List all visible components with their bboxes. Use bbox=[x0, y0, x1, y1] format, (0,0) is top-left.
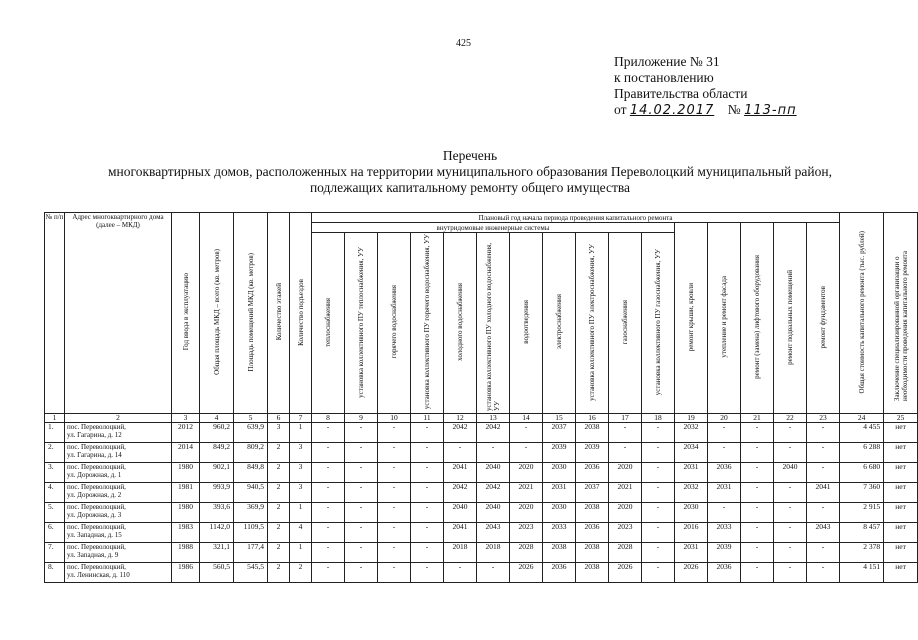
table-cell: - bbox=[774, 543, 807, 563]
header-gas-meter: установка коллективного ПУ газоснабжения, УУ bbox=[642, 233, 675, 414]
address-line-2: ул. Дорожная, д. 2 bbox=[67, 491, 122, 499]
table-cell: - bbox=[807, 563, 840, 583]
column-number: 4 bbox=[200, 414, 234, 423]
table-cell: - bbox=[774, 443, 807, 463]
table-row bbox=[45, 503, 918, 523]
table-cell: 2043 bbox=[477, 523, 510, 543]
column-number: 1 bbox=[45, 414, 65, 423]
table-cell: - bbox=[774, 523, 807, 543]
header-year-built: Год ввода в эксплуатацию bbox=[172, 213, 200, 414]
header-elevator: ремонт (замена) лифтового оборудования bbox=[741, 223, 774, 414]
table-cell: - bbox=[312, 423, 345, 443]
table-cell: - bbox=[444, 443, 477, 463]
houses-table bbox=[44, 212, 918, 583]
table-cell: - bbox=[741, 423, 774, 443]
table-cell: - bbox=[642, 563, 675, 583]
column-number: 16 bbox=[576, 414, 609, 423]
table-cell: 2 bbox=[290, 563, 312, 583]
column-number: 6 bbox=[268, 414, 290, 423]
table-cell: 2039 bbox=[708, 543, 741, 563]
table-cell: - bbox=[708, 503, 741, 523]
table-cell: - bbox=[312, 523, 345, 543]
table-cell: 2026 bbox=[609, 563, 642, 583]
column-number: 24 bbox=[840, 414, 884, 423]
table-cell: 902,1 bbox=[200, 463, 234, 483]
column-number: 20 bbox=[708, 414, 741, 423]
table-cell: 2028 bbox=[609, 543, 642, 563]
table-cell: 2042 bbox=[477, 423, 510, 443]
table-cell: - bbox=[774, 483, 807, 503]
table-cell: 6 288 bbox=[840, 443, 884, 463]
table-cell: 2014 bbox=[172, 443, 200, 463]
table-cell: 2026 bbox=[675, 563, 708, 583]
table-cell: 2 bbox=[268, 483, 290, 503]
table-cell: - bbox=[378, 503, 411, 523]
table-cell: нет bbox=[884, 483, 918, 503]
document-title bbox=[80, 148, 860, 196]
table-cell: 2043 bbox=[807, 523, 840, 543]
table-cell: - bbox=[312, 463, 345, 483]
handwritten-date: 14.02.2017 bbox=[629, 103, 715, 118]
table-cell: 2 bbox=[268, 463, 290, 483]
table-cell: 4 151 bbox=[840, 563, 884, 583]
table-cell: 2021 bbox=[510, 483, 543, 503]
table-cell: - bbox=[345, 423, 378, 443]
table-cell: 2023 bbox=[510, 523, 543, 543]
table-cell: 2020 bbox=[510, 463, 543, 483]
table-cell: - bbox=[378, 563, 411, 583]
column-number: 9 bbox=[345, 414, 378, 423]
table-cell: 2037 bbox=[576, 483, 609, 503]
column-number: 7 bbox=[290, 414, 312, 423]
row-address bbox=[65, 523, 172, 543]
table-cell: - bbox=[642, 483, 675, 503]
header-conclusion: Заключение специализированной организации о необходимости проведения капитального ремонта bbox=[884, 213, 918, 414]
table-cell: нет bbox=[884, 503, 918, 523]
table-cell: - bbox=[642, 423, 675, 443]
header-heating: теплоснабжения bbox=[312, 233, 345, 414]
table-cell: нет bbox=[884, 423, 918, 443]
table-cell: 1 bbox=[290, 543, 312, 563]
table-cell: - bbox=[774, 503, 807, 523]
address-line-1: пос. Переволоцкий, bbox=[67, 483, 126, 491]
table-cell: - bbox=[411, 463, 444, 483]
table-cell: - bbox=[609, 423, 642, 443]
column-number: 10 bbox=[378, 414, 411, 423]
table-cell: - bbox=[345, 483, 378, 503]
appendix-line-1: Приложение № 31 bbox=[614, 54, 720, 69]
table-cell: нет bbox=[884, 463, 918, 483]
table-cell: 1988 bbox=[172, 543, 200, 563]
table-cell: - bbox=[741, 483, 774, 503]
address-line-1: пос. Переволоцкий, bbox=[67, 503, 126, 511]
header-sewerage: водоотведения bbox=[510, 233, 543, 414]
table-cell: 6 680 bbox=[840, 463, 884, 483]
table-cell: 2038 bbox=[576, 503, 609, 523]
table-cell: 2030 bbox=[675, 503, 708, 523]
table-cell: 7 360 bbox=[840, 483, 884, 503]
header-heating-meter: установка коллективного ПУ теплоснабжения, УУ bbox=[345, 233, 378, 414]
table-cell: 849,2 bbox=[200, 443, 234, 463]
table-row bbox=[45, 563, 918, 583]
table-cell: - bbox=[807, 443, 840, 463]
table-cell: 940,5 bbox=[234, 483, 268, 503]
appendix-block bbox=[614, 54, 797, 119]
table-cell: - bbox=[477, 443, 510, 463]
table-cell: 2038 bbox=[543, 543, 576, 563]
appendix-line-3: Правительства области bbox=[614, 86, 748, 101]
table-cell: 3 bbox=[290, 443, 312, 463]
row-address bbox=[65, 543, 172, 563]
address-line-2: ул. Дорожная, д. 3 bbox=[67, 511, 122, 519]
handwritten-number: 113-пп bbox=[744, 103, 797, 118]
row-number: 6. bbox=[45, 523, 65, 543]
table-cell: 2020 bbox=[609, 503, 642, 523]
title-line-2: многоквартирных домов, расположенных на территории муниципального образования Переволоцкий муниципальный район, bbox=[108, 164, 832, 179]
header-total-area: Общая площадь МКД – всего (кв. метров) bbox=[200, 213, 234, 414]
table-cell: - bbox=[411, 503, 444, 523]
address-line-1: пос. Переволоцкий, bbox=[67, 523, 126, 531]
table-cell: - bbox=[774, 563, 807, 583]
table-cell: 3 bbox=[290, 483, 312, 503]
header-electricity: электроснабжения bbox=[543, 233, 576, 414]
row-address bbox=[65, 463, 172, 483]
address-line-2: ул. Гагарина, д. 12 bbox=[67, 431, 122, 439]
table-cell: 2020 bbox=[510, 503, 543, 523]
table-cell: - bbox=[642, 463, 675, 483]
table-cell: 2040 bbox=[477, 503, 510, 523]
table-row bbox=[45, 423, 918, 443]
page-number: 425 bbox=[456, 38, 471, 49]
header-floors: Количество этажей bbox=[268, 213, 290, 414]
row-number: 7. bbox=[45, 543, 65, 563]
table-cell: - bbox=[312, 443, 345, 463]
table-cell: 2040 bbox=[774, 463, 807, 483]
table-cell: 2033 bbox=[543, 523, 576, 543]
table-cell: - bbox=[378, 483, 411, 503]
address-line-2: ул. Дорожная, д. 1 bbox=[67, 471, 122, 479]
date-prefix: от bbox=[614, 102, 627, 117]
table-cell: 2042 bbox=[444, 423, 477, 443]
table-cell: 2 915 bbox=[840, 503, 884, 523]
table-cell: 2042 bbox=[477, 483, 510, 503]
table-cell: 2032 bbox=[675, 423, 708, 443]
table-cell: - bbox=[642, 543, 675, 563]
table-cell: 2041 bbox=[807, 483, 840, 503]
table-row bbox=[45, 543, 918, 563]
table-cell: 321,1 bbox=[200, 543, 234, 563]
table-cell: - bbox=[477, 563, 510, 583]
column-number: 8 bbox=[312, 414, 345, 423]
table-cell: 1 bbox=[290, 503, 312, 523]
header-cold-water-meter: установка коллективного ПУ холодного водоснабжения, УУ bbox=[477, 233, 510, 414]
table-cell: - bbox=[345, 523, 378, 543]
address-line-2: ул. Западная, д. 15 bbox=[67, 531, 122, 539]
table-cell: нет bbox=[884, 443, 918, 463]
table-cell: 1981 bbox=[172, 483, 200, 503]
table-cell: 2040 bbox=[444, 503, 477, 523]
table-cell: - bbox=[411, 563, 444, 583]
table-cell: 1109,5 bbox=[234, 523, 268, 543]
table-cell: - bbox=[510, 443, 543, 463]
table-cell: 2020 bbox=[609, 463, 642, 483]
header-foundation: ремонт фундаментов bbox=[807, 223, 840, 414]
table-cell: 2018 bbox=[444, 543, 477, 563]
table-cell: - bbox=[510, 423, 543, 443]
row-address bbox=[65, 503, 172, 523]
table-cell: 2038 bbox=[576, 543, 609, 563]
column-number: 3 bbox=[172, 414, 200, 423]
table-cell: 1142,0 bbox=[200, 523, 234, 543]
column-number: 5 bbox=[234, 414, 268, 423]
table-cell: 2030 bbox=[543, 463, 576, 483]
table-cell: - bbox=[411, 443, 444, 463]
row-number: 5. bbox=[45, 503, 65, 523]
table-cell: нет bbox=[884, 543, 918, 563]
table-cell: - bbox=[312, 563, 345, 583]
table-cell: - bbox=[411, 483, 444, 503]
table-cell: - bbox=[609, 443, 642, 463]
table-cell: - bbox=[378, 543, 411, 563]
table-cell: 1 bbox=[290, 423, 312, 443]
address-line-1: пос. Переволоцкий, bbox=[67, 443, 126, 451]
table-cell: 2039 bbox=[576, 443, 609, 463]
row-number: 3. bbox=[45, 463, 65, 483]
table-cell: - bbox=[741, 563, 774, 583]
table-cell: 2 bbox=[268, 543, 290, 563]
table-cell: 177,4 bbox=[234, 543, 268, 563]
column-number: 21 bbox=[741, 414, 774, 423]
table-cell: 2032 bbox=[675, 483, 708, 503]
table-cell: - bbox=[741, 523, 774, 543]
table-cell: 2036 bbox=[543, 563, 576, 583]
table-cell: - bbox=[807, 503, 840, 523]
column-number: 25 bbox=[884, 414, 918, 423]
column-number: 17 bbox=[609, 414, 642, 423]
column-number-row bbox=[45, 414, 918, 423]
table-cell: 2040 bbox=[477, 463, 510, 483]
column-number: 2 bbox=[65, 414, 172, 423]
table-cell: 2041 bbox=[444, 463, 477, 483]
table-cell: - bbox=[807, 463, 840, 483]
table-cell: 2031 bbox=[708, 483, 741, 503]
table-cell: 849,8 bbox=[234, 463, 268, 483]
table-cell: - bbox=[378, 523, 411, 543]
address-line-1: пос. Переволоцкий, bbox=[67, 423, 126, 431]
table-cell: 1983 bbox=[172, 523, 200, 543]
table-cell: 2038 bbox=[576, 423, 609, 443]
table-cell: 2026 bbox=[510, 563, 543, 583]
table-cell: - bbox=[741, 463, 774, 483]
header-gas: газоснабжения bbox=[609, 233, 642, 414]
header-electricity-meter: установка коллективного ПУ электроснабжения, УУ bbox=[576, 233, 609, 414]
table-cell: 2012 bbox=[172, 423, 200, 443]
table-cell: - bbox=[774, 423, 807, 443]
table-cell: - bbox=[345, 503, 378, 523]
table-cell: 2 bbox=[268, 523, 290, 543]
table-cell: 2036 bbox=[708, 563, 741, 583]
table-cell: 2018 bbox=[477, 543, 510, 563]
table-cell: - bbox=[378, 423, 411, 443]
table-cell: 2 bbox=[268, 443, 290, 463]
table-cell: 3 bbox=[290, 463, 312, 483]
table-cell: 4 bbox=[290, 523, 312, 543]
header-internal-systems: внутридомовые инженерные системы bbox=[312, 223, 675, 233]
table-cell: 2038 bbox=[576, 563, 609, 583]
table-cell: - bbox=[378, 463, 411, 483]
appendix-date-line bbox=[614, 102, 797, 119]
table-body bbox=[45, 414, 918, 583]
table-cell: - bbox=[411, 543, 444, 563]
table-cell: 2 bbox=[268, 563, 290, 583]
table-cell: 2030 bbox=[543, 503, 576, 523]
table-cell: 2037 bbox=[543, 423, 576, 443]
header-address: Адрес многоквартирного дома (далее – МКД) bbox=[65, 213, 172, 414]
table-cell: - bbox=[312, 503, 345, 523]
address-line-2: ул. Гагарина, д. 14 bbox=[67, 451, 122, 459]
table-cell: - bbox=[642, 443, 675, 463]
table-cell: 1986 bbox=[172, 563, 200, 583]
header-facade: утепление и ремонт фасада bbox=[708, 223, 741, 414]
table-cell: 2036 bbox=[576, 523, 609, 543]
table-cell: 2 bbox=[268, 503, 290, 523]
table-cell: - bbox=[741, 443, 774, 463]
header-hot-water: горячего водоснабжения bbox=[378, 233, 411, 414]
table-cell: 4 455 bbox=[840, 423, 884, 443]
table-cell: нет bbox=[884, 563, 918, 583]
table-cell: - bbox=[741, 543, 774, 563]
column-number: 14 bbox=[510, 414, 543, 423]
table-row bbox=[45, 463, 918, 483]
table-cell: - bbox=[312, 543, 345, 563]
table-cell: - bbox=[345, 443, 378, 463]
table-cell: 545,5 bbox=[234, 563, 268, 583]
address-line-2: ул. Ленинская, д. 110 bbox=[67, 571, 130, 579]
row-address bbox=[65, 563, 172, 583]
header-roof: ремонт крыши, кровли bbox=[675, 223, 708, 414]
header-hot-water-meter: установка коллективного ПУ горячего водоснабжения, УУ bbox=[411, 233, 444, 414]
table-cell: 393,6 bbox=[200, 503, 234, 523]
table-cell: 2028 bbox=[510, 543, 543, 563]
header-total-cost: Общая стоимость капитального ремонта (тыс. рублей) bbox=[840, 213, 884, 414]
column-number: 19 bbox=[675, 414, 708, 423]
table-row bbox=[45, 483, 918, 503]
table-cell: 1980 bbox=[172, 463, 200, 483]
header-num: № п/п bbox=[45, 213, 65, 414]
table-cell: 369,9 bbox=[234, 503, 268, 523]
table-cell: 2033 bbox=[708, 523, 741, 543]
table-cell: 2023 bbox=[609, 523, 642, 543]
number-prefix: № bbox=[727, 102, 741, 117]
column-number: 23 bbox=[807, 414, 840, 423]
row-address bbox=[65, 443, 172, 463]
table-cell: - bbox=[642, 503, 675, 523]
table-cell: 809,2 bbox=[234, 443, 268, 463]
table-cell: - bbox=[378, 443, 411, 463]
address-line-2: ул. Западная, д. 9 bbox=[67, 551, 119, 559]
title-line-1: Перечень bbox=[442, 148, 498, 163]
table-cell: - bbox=[411, 423, 444, 443]
table-cell: - bbox=[312, 483, 345, 503]
table-cell: 2031 bbox=[543, 483, 576, 503]
row-address bbox=[65, 423, 172, 443]
table-cell: 2036 bbox=[576, 463, 609, 483]
header-basement: ремонт подвальных помещений bbox=[774, 223, 807, 414]
table-cell: - bbox=[741, 503, 774, 523]
table-cell: - bbox=[708, 443, 741, 463]
row-address bbox=[65, 483, 172, 503]
table-cell: - bbox=[444, 563, 477, 583]
table-cell: - bbox=[807, 423, 840, 443]
table-cell: 2042 bbox=[444, 483, 477, 503]
column-number: 12 bbox=[444, 414, 477, 423]
header-planned-year: Плановый год начала периода проведения капитального ремонта bbox=[312, 213, 840, 223]
table-cell: - bbox=[345, 543, 378, 563]
table-cell: 1980 bbox=[172, 503, 200, 523]
table-cell: - bbox=[345, 463, 378, 483]
table-row bbox=[45, 523, 918, 543]
table-cell: 993,9 bbox=[200, 483, 234, 503]
header-cold-water: холодного водоснабжения bbox=[444, 233, 477, 414]
header-premises-area: Площадь помещений МКД (кв. метров) bbox=[234, 213, 268, 414]
table-cell: 2031 bbox=[675, 463, 708, 483]
table-cell: 2 378 bbox=[840, 543, 884, 563]
table-cell: - bbox=[345, 563, 378, 583]
table-cell: 2021 bbox=[609, 483, 642, 503]
address-line-1: пос. Переволоцкий, bbox=[67, 543, 126, 551]
column-number: 13 bbox=[477, 414, 510, 423]
table-cell: 2041 bbox=[444, 523, 477, 543]
table-cell: 2016 bbox=[675, 523, 708, 543]
address-line-1: пос. Переволоцкий, bbox=[67, 463, 126, 471]
table-cell: 2034 bbox=[675, 443, 708, 463]
header-entrances: Количество подъездов bbox=[290, 213, 312, 414]
table-cell: 2031 bbox=[675, 543, 708, 563]
address-line-1: пос. Переволоцкий, bbox=[67, 563, 126, 571]
table-cell: нет bbox=[884, 523, 918, 543]
column-number: 15 bbox=[543, 414, 576, 423]
row-number: 4. bbox=[45, 483, 65, 503]
row-number: 2. bbox=[45, 443, 65, 463]
appendix-line-2: к постановлению bbox=[614, 70, 714, 85]
table-cell: - bbox=[411, 523, 444, 543]
column-number: 22 bbox=[774, 414, 807, 423]
row-number: 8. bbox=[45, 563, 65, 583]
table-cell: - bbox=[708, 423, 741, 443]
column-number: 11 bbox=[411, 414, 444, 423]
column-number: 18 bbox=[642, 414, 675, 423]
table-cell: 3 bbox=[268, 423, 290, 443]
table-cell: 2036 bbox=[708, 463, 741, 483]
table-cell: 639,9 bbox=[234, 423, 268, 443]
table-row bbox=[45, 443, 918, 463]
table-cell: 8 457 bbox=[840, 523, 884, 543]
table-cell: - bbox=[807, 543, 840, 563]
table-cell: 560,5 bbox=[200, 563, 234, 583]
table-cell: 960,2 bbox=[200, 423, 234, 443]
row-number: 1. bbox=[45, 423, 65, 443]
title-line-3: подлежащих капитальному ремонту общего имущества bbox=[309, 180, 631, 195]
table-cell: - bbox=[642, 523, 675, 543]
table-cell: 2039 bbox=[543, 443, 576, 463]
